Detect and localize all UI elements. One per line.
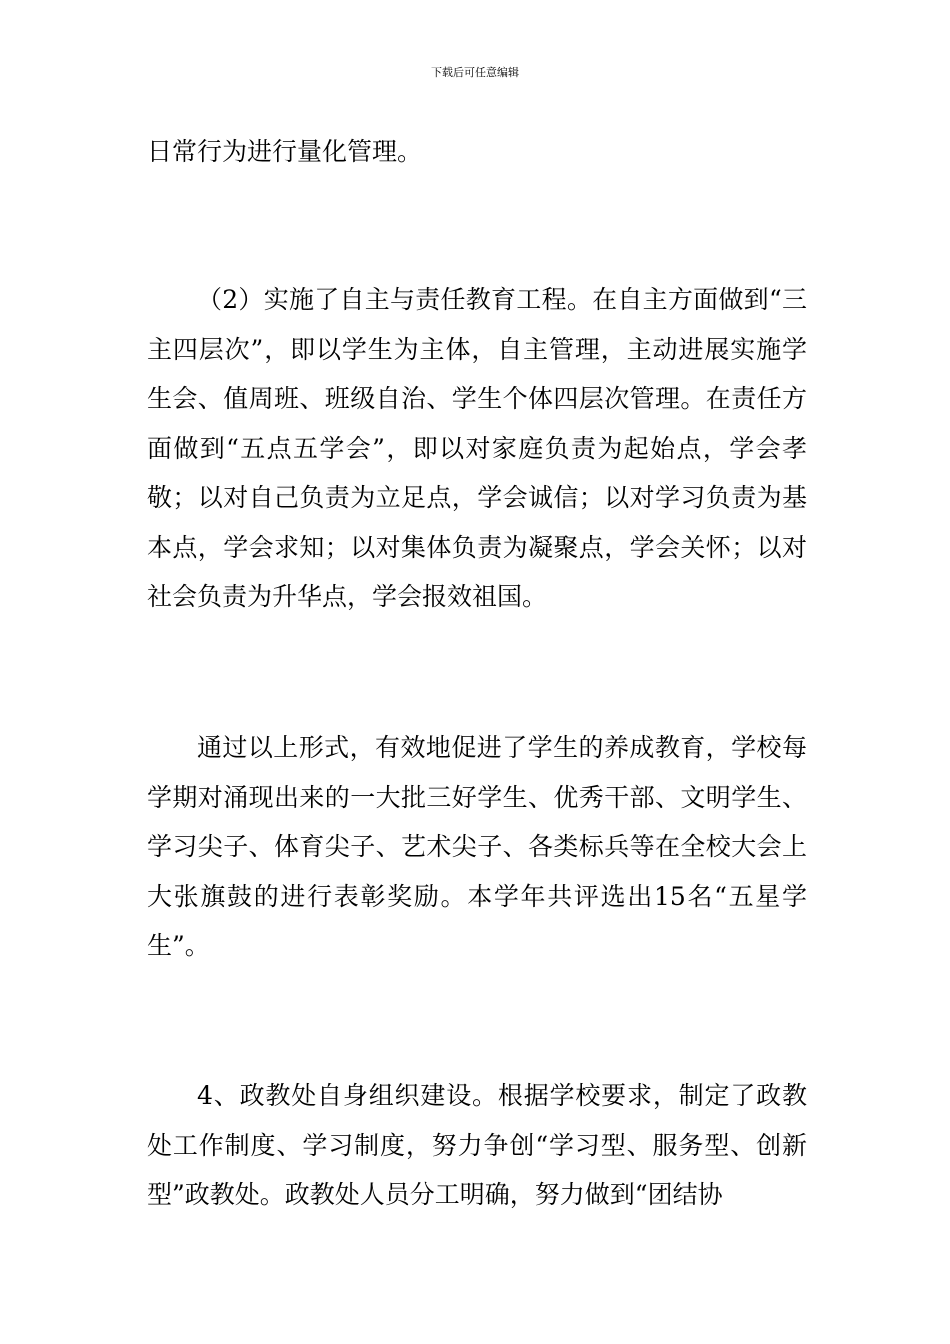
paragraph-4: 4、政教处自身组织建设。根据学校要求，制定了政教处工作制度、学习制度，努力争创“学习型、服务型、创新型”政教处。政教处人员分工明确，努力做到“团结协: [147, 1081, 807, 1209]
paragraph-3: 通过以上形式，有效地促进了学生的养成教育，学校每学期对涌现出来的一大批三好学生、优秀干部、文明学生、学习尖子、体育尖子、艺术尖子、各类标兵等在全校大会上大张旗鼓的进行表彰奖励。本学年共评选出15名“五星学生”。: [147, 733, 807, 960]
paragraph-2: （2）实施了自主与责任教育工程。在自主方面做到“三主四层次”，即以学生为主体，自主管理，主动进展实施学生会、值周班、班级自治、学生个体四层次管理。在责任方面做到“五点五学会”，即以对家庭负责为起始点，学会孝敬；以对自己负责为立足点，学会诚信；以对学习负责为基本点，学会求知；以对集体负责为凝聚点，学会关怀；以对社会负责为升华点，学会报效祖国。: [147, 285, 807, 611]
header-note: 下载后可任意编辑: [431, 66, 519, 79]
paragraph-1: 日常行为进行量化管理。: [147, 137, 423, 166]
